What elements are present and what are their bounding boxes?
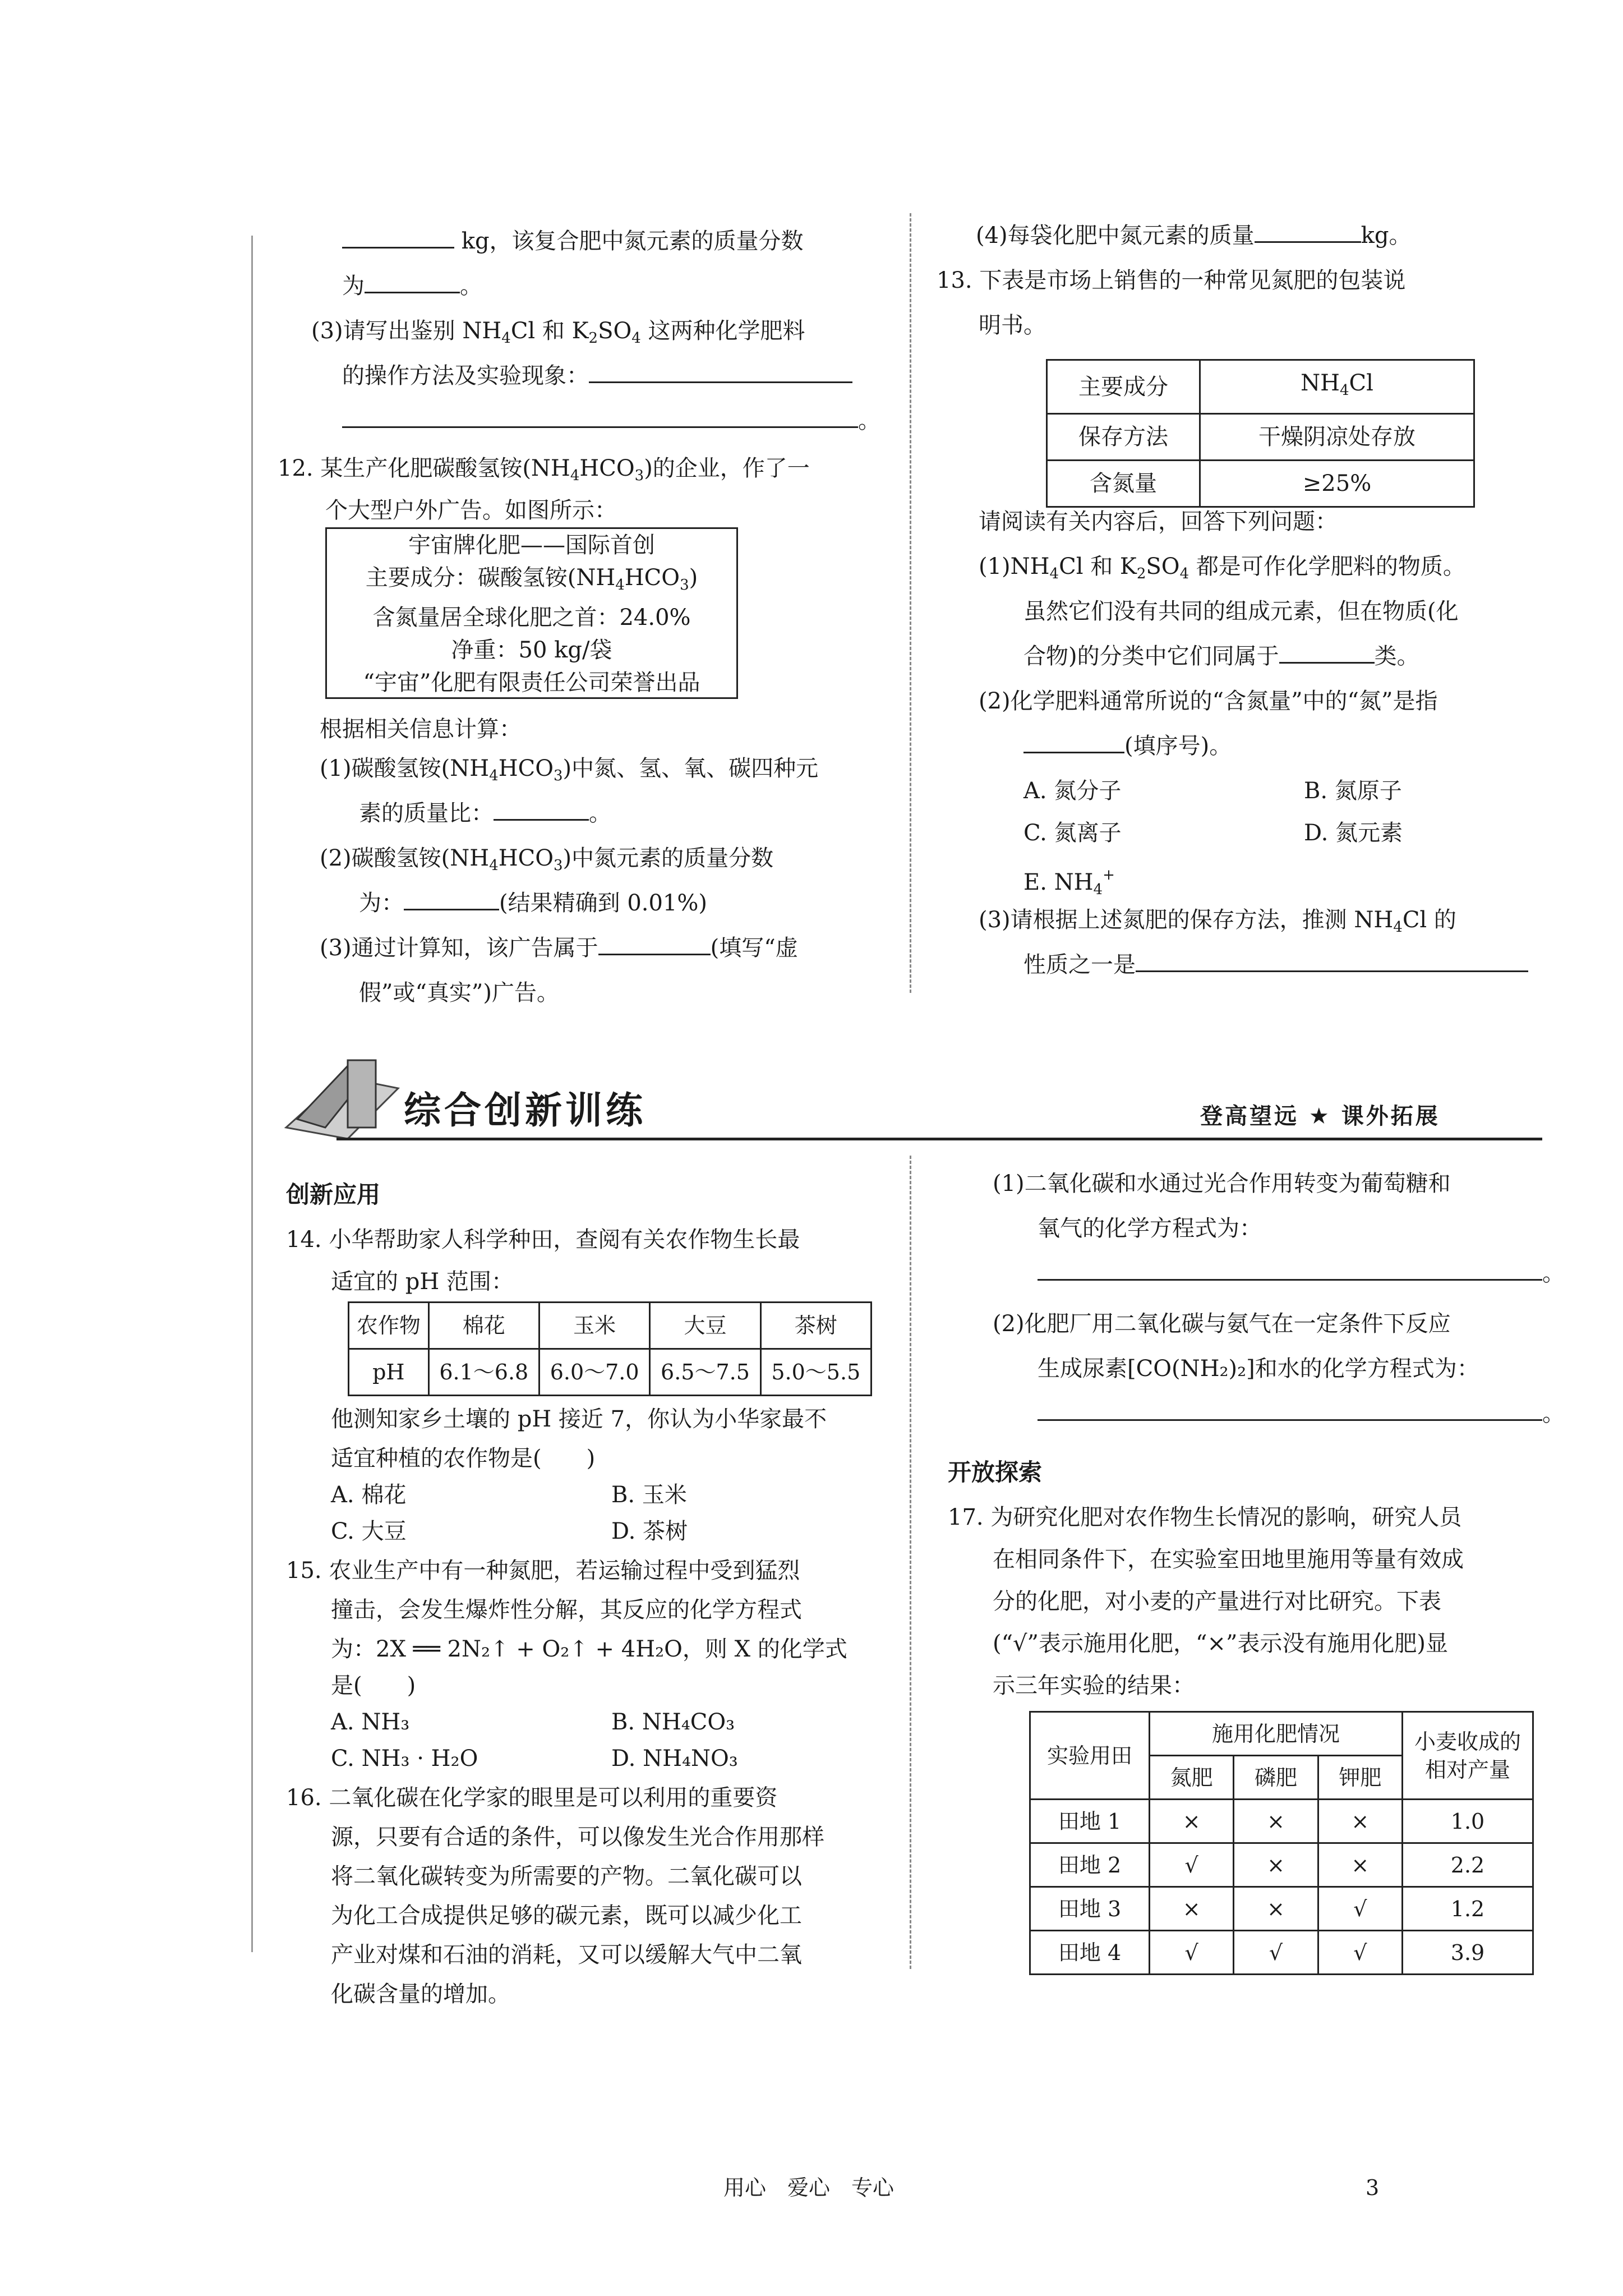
q11-line1: kg，该复合肥中氮元素的质量分数 (342, 219, 804, 264)
exp-table-header-row (1030, 1712, 1533, 1756)
q15-option-a[interactable]: A. NH₃ (331, 1709, 410, 1735)
q14-option-d[interactable]: D. 茶树 (611, 1519, 688, 1544)
calc-intro: 根据相关信息计算： (320, 716, 522, 742)
answer-blank[interactable] (342, 401, 858, 428)
q14-stem-line2: 适宜的 pH 范围： (331, 1269, 514, 1295)
exp-table-row (1030, 1887, 1533, 1931)
books-icon (275, 1043, 404, 1144)
q15-stem-line4: 是( ) (331, 1673, 416, 1699)
calc-2: (2)碳酸氢铵$(NH_4HCO_3)$中氮元素的质量分数 (320, 845, 774, 874)
calc-3-line2: 假”或“真实”)广告。 (359, 980, 559, 1006)
q14-option-c[interactable]: C. 大豆 (331, 1519, 407, 1544)
ad-line: 宇宙牌化肥——国际首创 (408, 532, 655, 558)
crop-table-cell: 5.0～5.5 (760, 1349, 871, 1396)
banner-title: 综合创新训练 (404, 1089, 646, 1132)
q17-line: 在相同条件下，在实验室田地里施用等量有效成 (993, 1547, 1464, 1572)
exp-table-cell: × (1150, 1800, 1234, 1843)
ad-line: “宇宙”化肥有限责任公司荣誉出品 (363, 670, 700, 696)
section-heading: 开放探索 (948, 1458, 1043, 1486)
q14-stem: 14. 小华帮助家人科学种田，查阅有关农作物生长最 (286, 1227, 800, 1253)
q12-stem: 12. 某生产化肥碳酸氢铵$(NH_4HCO_3)$的企业，作了一 (278, 455, 810, 484)
q15-stem-line3: 为：2X ══ 2N₂↑ + O₂↑ + 4H₂O，则 X 的化学式 (331, 1636, 847, 1662)
q17-line: 17. 为研究化肥对农作物生长情况的影响，研究人员 (948, 1504, 1462, 1530)
q13-part2-line2: (填序号)。 (1023, 724, 1232, 769)
q14-stem-line4: 适宜种植的农作物是( ) (331, 1446, 596, 1471)
exp-table-cell: 1.0 (1403, 1800, 1533, 1843)
calc-1: (1)碳酸氢铵$(NH_4HCO_3)$中氮、氢、氧、碳四种元 (320, 756, 819, 784)
exp-table-cell: × (1150, 1887, 1234, 1931)
exp-table-cell: × (1318, 1800, 1402, 1843)
read-instruction: 请阅读有关内容后，回答下列问题： (979, 509, 1338, 535)
q14-option-a[interactable]: A. 棉花 (331, 1482, 407, 1508)
q13-part1-line2: 虽然它们没有共同的组成元素，但在物质(化 (1023, 599, 1459, 624)
q16-part1-line3: 。 (1038, 1251, 1565, 1296)
column-divider-bottom (910, 1156, 911, 1969)
banner-right-label: 登高望远 ★ 课外拓展 (1200, 1103, 1440, 1129)
exp-table-cell: 田地 3 (1030, 1887, 1150, 1931)
q16-line: 产业对煤和石油的消耗，又可以缓解大气中二氧 (331, 1942, 802, 1968)
label-table-key: 保存方法 (1047, 414, 1200, 461)
crop-table-header-cell: 玉米 (539, 1303, 649, 1349)
q15-stem-line2: 撞击，会发生爆炸性分解，其反应的化学方程式 (331, 1597, 802, 1623)
q14-stem-line3: 他测知家乡土壤的 pH 接近 7，你认为小华家最不 (331, 1406, 827, 1432)
crop-table-cell: pH (349, 1349, 429, 1396)
q15-option-d[interactable]: D. NH₄NO₃ (611, 1746, 738, 1772)
crop-table-header-cell: 大豆 (650, 1303, 760, 1349)
q16-part1-line2: 氧气的化学方程式为： (1038, 1216, 1262, 1241)
exp-table-row (1030, 1800, 1533, 1843)
q14-option-b[interactable]: B. 玉米 (611, 1482, 687, 1508)
page-number: 3 (1366, 2175, 1380, 2200)
q16-part2: (2)化肥厂用二氧化碳与氨气在一定条件下反应 (993, 1311, 1451, 1337)
banner-underline (336, 1138, 1542, 1140)
q17-line: 示三年实验的结果： (993, 1673, 1195, 1699)
label-table-key: 含氮量 (1047, 461, 1200, 507)
answer-blank[interactable] (1255, 215, 1361, 243)
answer-blank[interactable] (342, 221, 454, 249)
option-e[interactable]: E. $NH_4^+$ (1023, 867, 1115, 898)
answer-blank[interactable] (494, 793, 589, 821)
exp-table-cell: × (1234, 1843, 1318, 1887)
q11-part3-line3: 。 (342, 398, 880, 443)
ad-line: 含氮量居全球化肥之首：24.0% (372, 605, 691, 631)
option-c[interactable]: C. 氮离子 (1023, 820, 1122, 846)
answer-blank[interactable] (1038, 1253, 1542, 1281)
calc-1-line2: 素的质量比： 。 (359, 791, 611, 836)
q13-part1: $(1)NH_4Cl$ 和 $K_2SO_4$ 都是可作化学肥料的物质。 (979, 554, 1465, 582)
label-table-value: $NH_4Cl$ (1200, 360, 1474, 414)
label-table-key: 主要成分 (1047, 360, 1200, 414)
crop-table-cell: 6.0～7.0 (539, 1349, 649, 1396)
exp-table-cell: 田地 1 (1030, 1800, 1150, 1843)
exp-table-cell: √ (1318, 1887, 1402, 1931)
exp-table-subheader-cell: 氮肥 (1150, 1756, 1234, 1800)
calc-3: (3)通过计算知，该广告属于 (填写“虚 (320, 926, 798, 970)
q16-part2-line3: 。 (1038, 1391, 1565, 1436)
option-b[interactable]: B. 氮原子 (1304, 778, 1402, 804)
answer-blank[interactable] (598, 928, 711, 955)
q15-stem: 15. 农业生产中有一种氮肥，若运输过程中受到猛烈 (286, 1558, 800, 1584)
exp-table-cell: √ (1234, 1931, 1318, 1975)
crop-table-cell: 6.5～7.5 (650, 1349, 760, 1396)
q16-part2-line2: 生成尿素[CO(NH₂)₂]和水的化学方程式为： (1038, 1356, 1479, 1382)
exp-table-cell: 1.2 (1403, 1887, 1533, 1931)
option-a[interactable]: A. 氮分子 (1023, 778, 1122, 804)
answer-blank[interactable] (589, 356, 852, 383)
crop-table-header-cell: 农作物 (349, 1303, 429, 1349)
q15-option-c[interactable]: C. NH₃ · H₂O (331, 1746, 478, 1772)
q13-part3: (3)请根据上述氮肥的保存方法，推测 $NH_4Cl$ 的 (979, 907, 1456, 936)
answer-blank[interactable] (365, 266, 460, 293)
label-table-value: ≥25% (1200, 461, 1474, 507)
ad-line: 净重：50 kg/袋 (451, 637, 612, 663)
exp-table-cell: √ (1318, 1931, 1402, 1975)
q15-option-b[interactable]: B. NH₄CO₃ (611, 1709, 735, 1735)
exp-table-cell: 3.9 (1403, 1931, 1533, 1975)
advertisement-box (325, 527, 738, 699)
footer-motto: 用心 爱心 专心 (723, 2175, 895, 2200)
exp-table-cell: 田地 2 (1030, 1843, 1150, 1887)
answer-blank[interactable] (1023, 726, 1124, 753)
exp-table-cell: × (1234, 1800, 1318, 1843)
q16-line: 化碳含量的增加。 (331, 1981, 510, 2007)
crop-table-cell: 6.1～6.8 (428, 1349, 539, 1396)
q16-line: 16. 二氧化碳在化学家的眼里是可以利用的重要资 (286, 1785, 778, 1811)
subscript: 4 (1339, 382, 1349, 399)
fertilizer-experiment-table (1029, 1711, 1534, 1975)
q13-stem-line2: 明书。 (979, 312, 1046, 338)
answer-blank[interactable] (404, 883, 499, 910)
exp-table-cell: 2.2 (1403, 1843, 1533, 1887)
answer-blank[interactable] (1136, 945, 1528, 972)
q11-part3: (3)请写出鉴别 $NH_4Cl$ 和 $K_2SO_4$ 这两种化学肥料 (311, 318, 805, 347)
exp-table-subheader-cell: 磷肥 (1234, 1756, 1318, 1800)
column-divider-top (910, 213, 911, 993)
q13-stem: 13. 下表是市场上销售的一种常见氮肥的包装说 (937, 268, 1406, 293)
q13-part1-line3: 合物)的分类中它们同属于 类。 (1023, 634, 1419, 679)
exp-table-cell: √ (1150, 1843, 1234, 1887)
option-d[interactable]: D. 氮元素 (1304, 820, 1403, 846)
answer-blank[interactable] (1279, 636, 1375, 664)
exp-table-header-yield-line: 相对产量 (1424, 1757, 1510, 1782)
exp-table-row (1030, 1931, 1533, 1975)
section-heading: 创新应用 (286, 1181, 381, 1208)
exp-table-header-field: 实验用田 (1030, 1712, 1150, 1800)
binding-margin-line (251, 236, 253, 1952)
q16-line: 为化工合成提供足够的碳元素，既可以减少化工 (331, 1903, 802, 1929)
exp-table-cell: × (1234, 1887, 1318, 1931)
exp-table-header-use: 施用化肥情况 (1150, 1712, 1403, 1756)
q13-part2: (2)化学肥料通常所说的“含氮量”中的“氮”是指 (979, 688, 1438, 714)
exp-table-cell: 田地 4 (1030, 1931, 1150, 1975)
fertilizer-label-table (1046, 359, 1475, 508)
q16-part1: (1)二氧化碳和水通过光合作用转变为葡萄糖和 (993, 1171, 1451, 1197)
label-table-row (1047, 360, 1474, 414)
crop-table-header-cell: 茶树 (760, 1303, 871, 1349)
answer-blank[interactable] (1038, 1393, 1542, 1421)
exp-table-header-yield-line: 小麦收成的 (1414, 1729, 1521, 1754)
exp-table-header-yield (1403, 1712, 1533, 1800)
label-table-value: 干燥阴凉处存放 (1200, 414, 1474, 461)
q11-part4: (4)每袋化肥中氮元素的质量 kg。 (976, 213, 1412, 258)
q12-stem-line2: 个大型户外广告。如图所示： (325, 498, 617, 523)
q13-part3-line2: 性质之一是 (1023, 942, 1528, 987)
exp-table-subheader-cell: 钾肥 (1318, 1756, 1402, 1800)
crop-ph-table (348, 1301, 872, 1396)
q11-line2: 为 。 (342, 264, 482, 309)
label-table-row (1047, 414, 1474, 461)
crop-table-header-cell: 棉花 (428, 1303, 539, 1349)
q17-line: (“√”表示施用化肥，“×”表示没有施用化肥)显 (993, 1631, 1449, 1657)
q11-part3-line2: 的操作方法及实验现象： (342, 353, 852, 398)
exp-table-row (1030, 1843, 1533, 1887)
q16-line: 将二氧化碳转变为所需要的产物。二氧化碳可以 (331, 1864, 802, 1889)
calc-2-line2: 为： (结果精确到 0.01%) (359, 881, 707, 926)
ad-line: 主要成分：碳酸氢铵$(NH_4HCO_3)$ (365, 565, 698, 593)
exp-table-cell: √ (1150, 1931, 1234, 1975)
q17-line: 分的化肥，对小麦的产量进行对比研究。下表 (993, 1589, 1441, 1614)
q16-line: 源，只要有合适的条件，可以像发生光合作用那样 (331, 1824, 824, 1850)
exp-table-cell: × (1318, 1843, 1402, 1887)
